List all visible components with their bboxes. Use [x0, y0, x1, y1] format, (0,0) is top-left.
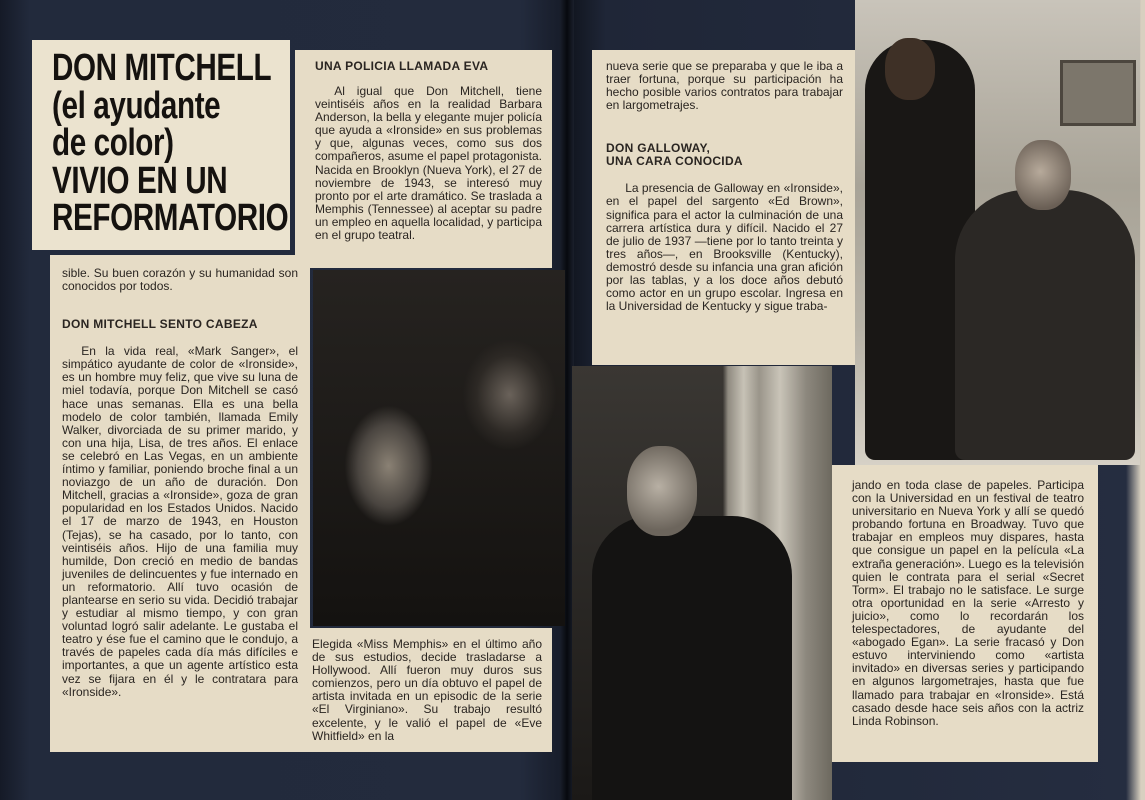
body-text: Al igual que Don Mitchell, tiene veintiséis años en la realidad Barbara Anderson, la bella y elegante mujer policía que ayuda a «Ironside» en sus problemas y que, algunas veces, como sus dos compañeros, asume el papel protagonista. Nacida en Brooklyn (Nueva York), el 27 de noviembre de 1943, se interesó muy pronto por el arte dramático. Se traslada a Memphis (Tennessee) al aceptar su padre un empleo en aquella localidad, y participa en el grupo teatral. [315, 84, 542, 243]
section-heading: DON MITCHELL SENTO CABEZA [62, 317, 258, 332]
photo-ironside-seated [572, 366, 832, 800]
photo-ironside-mitchell [313, 270, 565, 626]
figure-head [627, 446, 697, 536]
headline-line: DON MITCHELL [52, 47, 272, 89]
body-text: En la vida real, «Mark Sanger», el simpático ayudante de color de «Ironside», es un hombre muy feliz, que vive su luna de miel todavía, porque Don Mitchell se casó hace unas semanas. Ella es una bella modelo de color también, llamada Emily Walker, divorciada de su primer marido, y con una hija, Lisa, de tres años. El enlace se celebró en Las Vegas, en un ambiente íntimo y familiar, poniendo broche final a un noviazgo de un año de duración. Don Mitchell, gracias a «Ironside», goza de gran popularidad en los Estados Unidos. Nacido el 17 de marzo de 1943, en Houston (Tejas), se ha casado, por lo tanto, con veintiséis años. Hijo de una familia muy humilde, Don creció en medio de bandas juveniles de delincuentes y fue internado en un reformatorio. Allí tuvo ocasión de plantearse en serio su vida. Decidió trabajar y estudiar al mismo tiempo, y con gran voluntad logró salir adelante. Le gustaba el teatro y ése fue el camino que le condujo, a través de papeles cada día más difíciles e importantes, a que un agente artístico esta vez se fijara en él y le contratara para «Ironside». [62, 344, 298, 699]
body-text: Elegida «Miss Memphis» en el último año de sus estudios, decide trasladarse a Hollywood. Allí fueron muy duros sus comienzos, pero un día obtuvo el papel de artista invitada en un episodic de la serie «El Virginiano». Su trabajo resultó excelente, y le valió el papel de «Eve Whitfield» en la [312, 637, 542, 743]
body-text: jando en toda clase de papeles. Participa con la Universidad en un festival de teatro universitario en Nueva York y allí se quedó probando fortuna en Broadway. Tuvo que trabajar en empleos muy dispares, hasta que consigue un papel en la película «La extraña generación». Luego es la televisión quien le contrata para el serial «Secret Torm». El trabajo no le satisface. Le surge otra oportunidad en la serie «Arresto y juicio», como lo recordarán los telespectadores, de ayudante del «abogado Egan». La serie fracasó y Don estuvo interviniendo como «artista invitado» en diversas series y participando en algunos largometrajes, hasta que fue llamado para trabajar en «Ironside». Está casado desde hace seis años con la actriz Linda Robinson. [852, 478, 1084, 728]
article-galloway-continued [832, 465, 1098, 762]
headline-box [32, 40, 290, 250]
article-mitchell [50, 255, 310, 752]
headline-line: (el ayudante [52, 84, 221, 127]
headline [52, 47, 289, 239]
figure [955, 190, 1135, 460]
article-eva-continued [302, 628, 552, 752]
heading-line: UNA CARA CONOCIDA [606, 154, 743, 169]
figure [592, 516, 792, 800]
figure-head [885, 38, 935, 100]
section-heading: UNA POLICIA LLAMADA EVA [315, 59, 489, 73]
body-text: nueva serie que se preparaba y que le iba a traer fortuna, porque su participación ha hecho posible varios contratos para trabajar en largometrajes. [606, 59, 843, 113]
body-text: sible. Su buen corazón y su humanidad son conocidos por todos. [62, 266, 298, 294]
heading-line: DON GALLOWAY, [606, 141, 711, 156]
headline-line: REFORMATORIO [52, 197, 289, 239]
figure-head [1015, 140, 1071, 210]
headline-line: VIVIO EN UN [52, 159, 228, 202]
article-galloway [592, 50, 855, 365]
article-eva [295, 50, 552, 268]
headline-line: de color) [52, 122, 174, 164]
section-heading [606, 142, 843, 168]
body-text: La presencia de Galloway en «Ironside», en el papel del sargento «Ed Brown», significa para el actor la culminación de una carrera artística dura y difícil. Nacido el 27 de julio de 1937 —tiene por lo tanto treinta y tres años—, en Brooksville (Kentucky), demostró desde su infancia una gran afición por las tablas, y a los doce años debutó como actor en un grupo escolar. Ingresa en la Universidad de Kentucky y sigue traba- [606, 181, 843, 314]
wall-frame [1060, 60, 1136, 126]
photo-cast [855, 0, 1140, 465]
